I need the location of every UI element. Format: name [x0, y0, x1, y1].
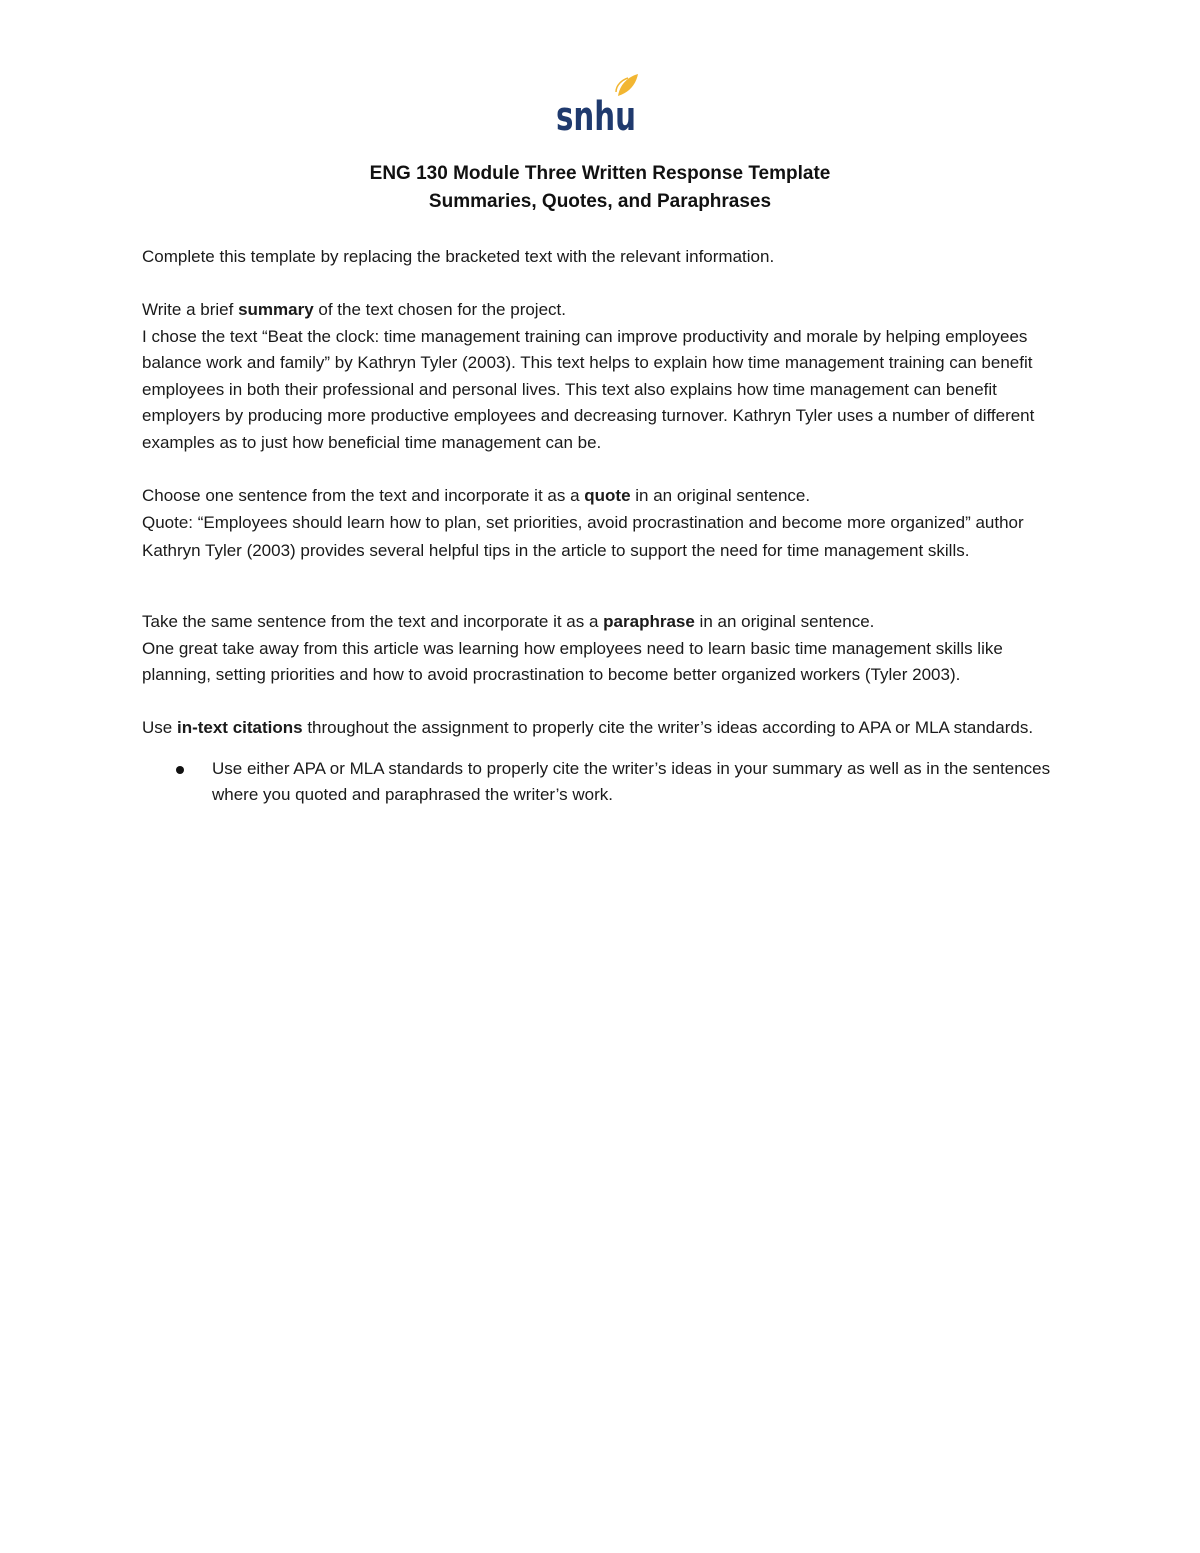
leaf-icon [618, 74, 638, 96]
list-item [142, 756, 1062, 809]
quote-response: Quote: “Employees should learn how to plan, set priorities, avoid procrastination and become more organized” author Kathryn Tyler (2003) provides several helpful tips in the article to support the need for time management skills. [142, 513, 1024, 560]
logo-text: snhu [556, 94, 636, 140]
citation-prompt: Use in-text citations throughout the assignment to properly cite the writer’s ideas according to APA or MLA standards. [142, 718, 1034, 737]
quote-prompt: Choose one sentence from the text and incorporate it as a quote in an original sentence. [142, 485, 811, 505]
document-title-block [0, 160, 1200, 216]
paraphrase-prompt: Take the same sentence from the text and incorporate it as a paraphrase in an original sentence. [142, 612, 875, 631]
paraphrase-response: One great take away from this article was learning how employees need to learn basic time management skills like planning, setting priorities and how to avoid procrastination to become better organized workers (Tyler 2003). [142, 638, 1003, 684]
bullet-icon [176, 766, 184, 774]
summary-keyword: summary [238, 300, 314, 319]
document-subtitle: Summaries, Quotes, and Paraphrases [428, 191, 772, 212]
quote-keyword: quote [584, 485, 631, 505]
intro-instructions: Complete this template by replacing the bracketed text with the relevant information. [142, 247, 775, 266]
document-title: ENG 130 Module Three Written Response Template [369, 163, 831, 184]
summary-response: I chose the text “Beat the clock: time management training can improve productivity and morale by helping employees balance work and family” by Kathryn Tyler (2003). This text helps to explain how time management training can benefit employees in both their professional and personal lives. This text also explains how time management can benefit employers by producing more productive employees and decreasing turnover. Kathryn Tyler uses a number of different examples as to just how beneficial time management can be. [142, 326, 1035, 452]
bullet-text: Use either APA or MLA standards to properly cite the writer’s ideas in your summary as well as in the sentences where you quoted and paraphrased the writer’s work. [212, 758, 1051, 804]
citation-bullet-list [142, 756, 1062, 809]
snhu-logo [552, 72, 642, 140]
summary-prompt: Write a brief summary of the text chosen for the project. [142, 300, 566, 319]
paraphrase-keyword: paraphrase [603, 612, 695, 631]
document-body [142, 244, 1062, 809]
citation-keyword: in-text citations [176, 718, 303, 737]
